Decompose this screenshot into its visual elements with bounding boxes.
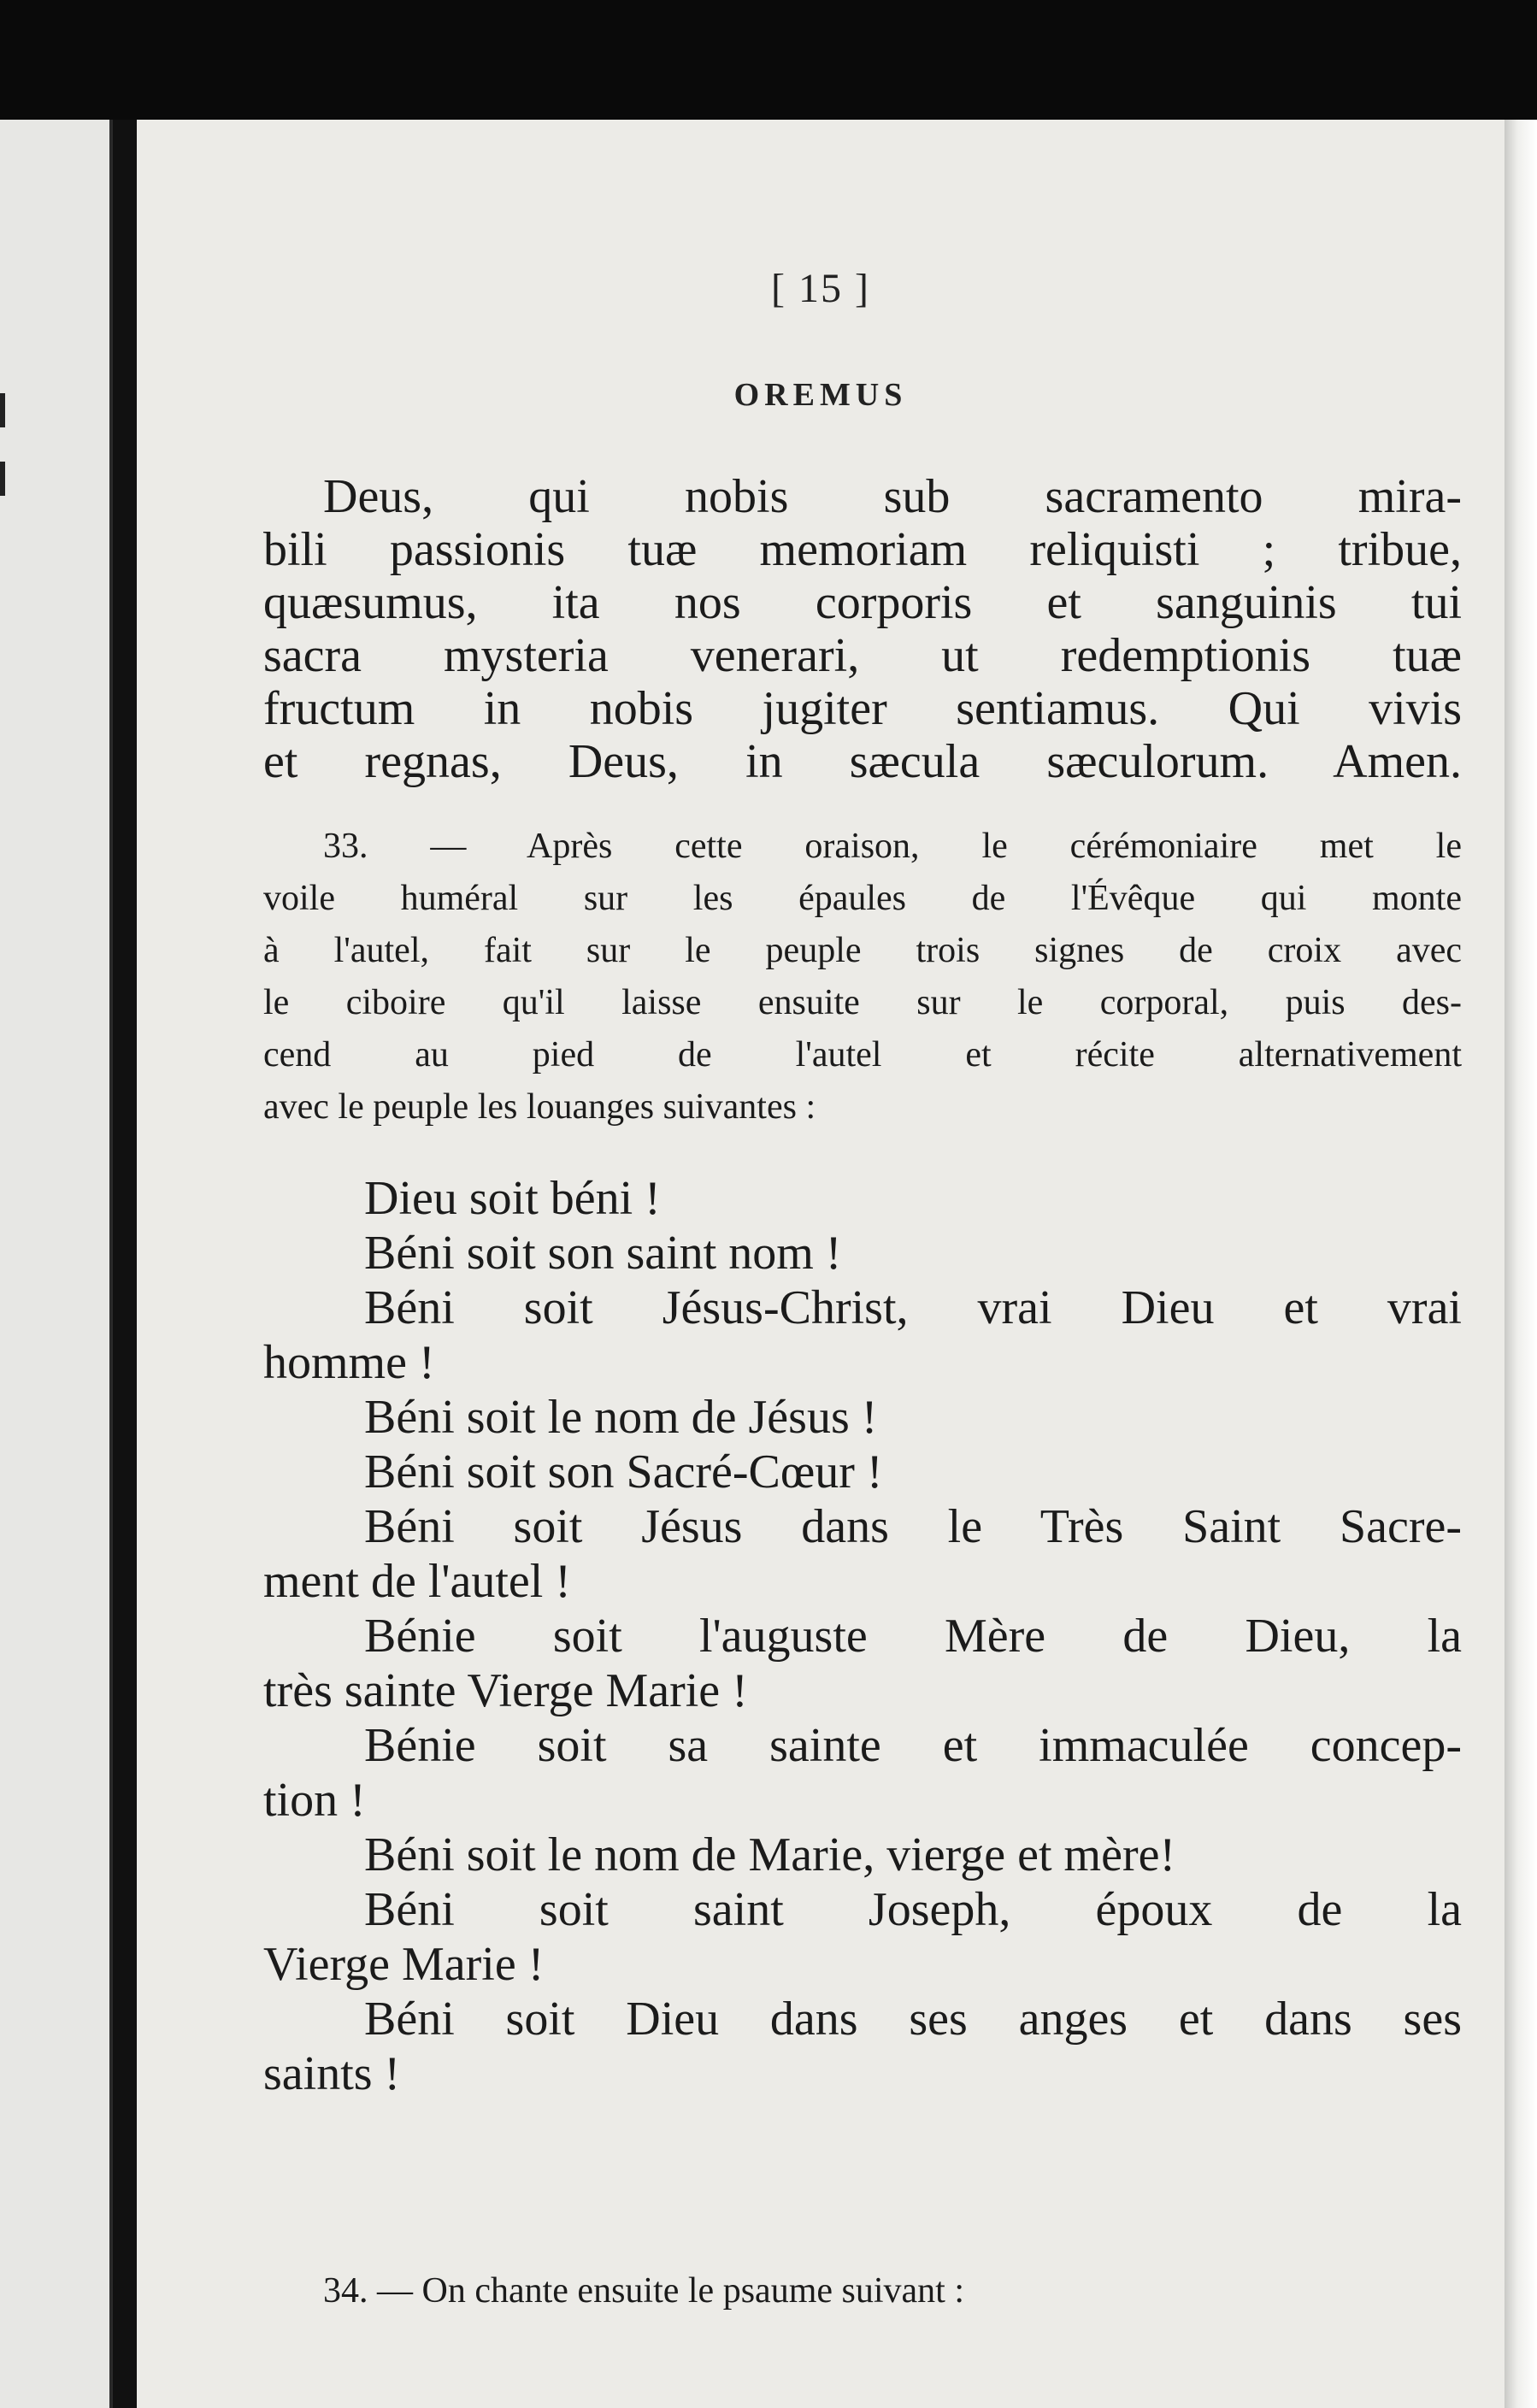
facing-page-edge <box>0 120 113 2408</box>
praise-line: Béni soit saint Joseph, époux de la <box>364 1883 1462 1936</box>
praise-line: ment de l'autel ! <box>263 1555 571 1608</box>
praise-line: Béni soit Jésus dans le Très Saint Sacre- <box>364 1500 1462 1553</box>
praise-item <box>263 1828 1462 1882</box>
praise-item <box>263 1609 1462 1718</box>
praise-line: Béni soit son Sacré-Cœur ! <box>364 1445 883 1498</box>
text-line: voile huméral sur les épaules de l'Évêque qui monte <box>263 879 1462 918</box>
right-page-edge <box>1505 120 1537 2408</box>
praise-line: Béni soit le nom de Marie, vierge et mère! <box>364 1828 1176 1881</box>
latin-prayer <box>263 470 1462 788</box>
praise-line: Bénie soit sa sainte et immaculée concep- <box>364 1719 1462 1772</box>
praise-item <box>263 1281 1462 1390</box>
praise-line: homme ! <box>263 1336 435 1389</box>
text-line: avec le peuple les louanges suivantes : <box>263 1087 816 1127</box>
praise-line: Bénie soit l'auguste Mère de Dieu, la <box>364 1610 1462 1663</box>
praise-line: Béni soit Jésus-Christ, vrai Dieu et vrai <box>364 1281 1462 1334</box>
praise-line: Béni soit Dieu dans ses anges et dans ses <box>364 1993 1462 2046</box>
text-line: et regnas, Deus, in sæcula sæculorum. Amen. <box>263 735 1462 788</box>
divine-praises <box>263 1171 1462 2101</box>
praise-item <box>263 1992 1462 2101</box>
page-edge-mark <box>0 462 5 496</box>
text-line: quæsumus, ita nos corporis et sanguinis tui <box>263 576 1462 629</box>
text-line: fructum in nobis jugiter sentiamus. Qui vivis <box>263 682 1462 735</box>
praise-line: tion ! <box>263 1774 366 1827</box>
praise-item <box>263 1499 1462 1609</box>
praise-item <box>263 1882 1462 1992</box>
rubric-34: 34. — On chante ensuite le psaume suivant : <box>323 2271 964 2311</box>
book-gutter <box>113 120 137 2408</box>
section-heading: OREMUS <box>733 377 908 413</box>
text-line: 33. — Après cette oraison, le cérémoniaire met le <box>323 827 1462 866</box>
praise-line: Vierge Marie ! <box>263 1938 545 1991</box>
praise-item <box>263 1171 1462 1226</box>
praise-item <box>263 1226 1462 1281</box>
scan-top-border <box>0 0 1537 120</box>
rubric-paragraph <box>263 821 1462 1133</box>
text-line: cend au pied de l'autel et récite alternativement <box>263 1035 1462 1074</box>
text-line: à l'autel, fait sur le peuple trois signes de croix avec <box>263 931 1462 970</box>
book-page <box>137 120 1505 2408</box>
text-line: bili passionis tuæ memoriam reliquisti ; tribue, <box>263 523 1462 576</box>
praise-item <box>263 1445 1462 1499</box>
text-line: sacra mysteria venerari, ut redemptionis tuæ <box>263 629 1462 682</box>
praise-line: très sainte Vierge Marie ! <box>263 1664 748 1717</box>
praise-line: Béni soit son saint nom ! <box>364 1227 842 1280</box>
text-line: le ciboire qu'il laisse ensuite sur le corporal, puis des- <box>263 983 1462 1022</box>
praise-line: Dieu soit béni ! <box>364 1172 661 1225</box>
praise-item <box>263 1718 1462 1828</box>
text-line: Deus, qui nobis sub sacramento mira- <box>323 470 1462 523</box>
praise-item <box>263 1390 1462 1445</box>
page-number: [ 15 ] <box>771 266 870 311</box>
praise-line: Béni soit le nom de Jésus ! <box>364 1391 878 1444</box>
page-edge-mark <box>0 393 5 427</box>
praise-line: saints ! <box>263 2047 401 2100</box>
